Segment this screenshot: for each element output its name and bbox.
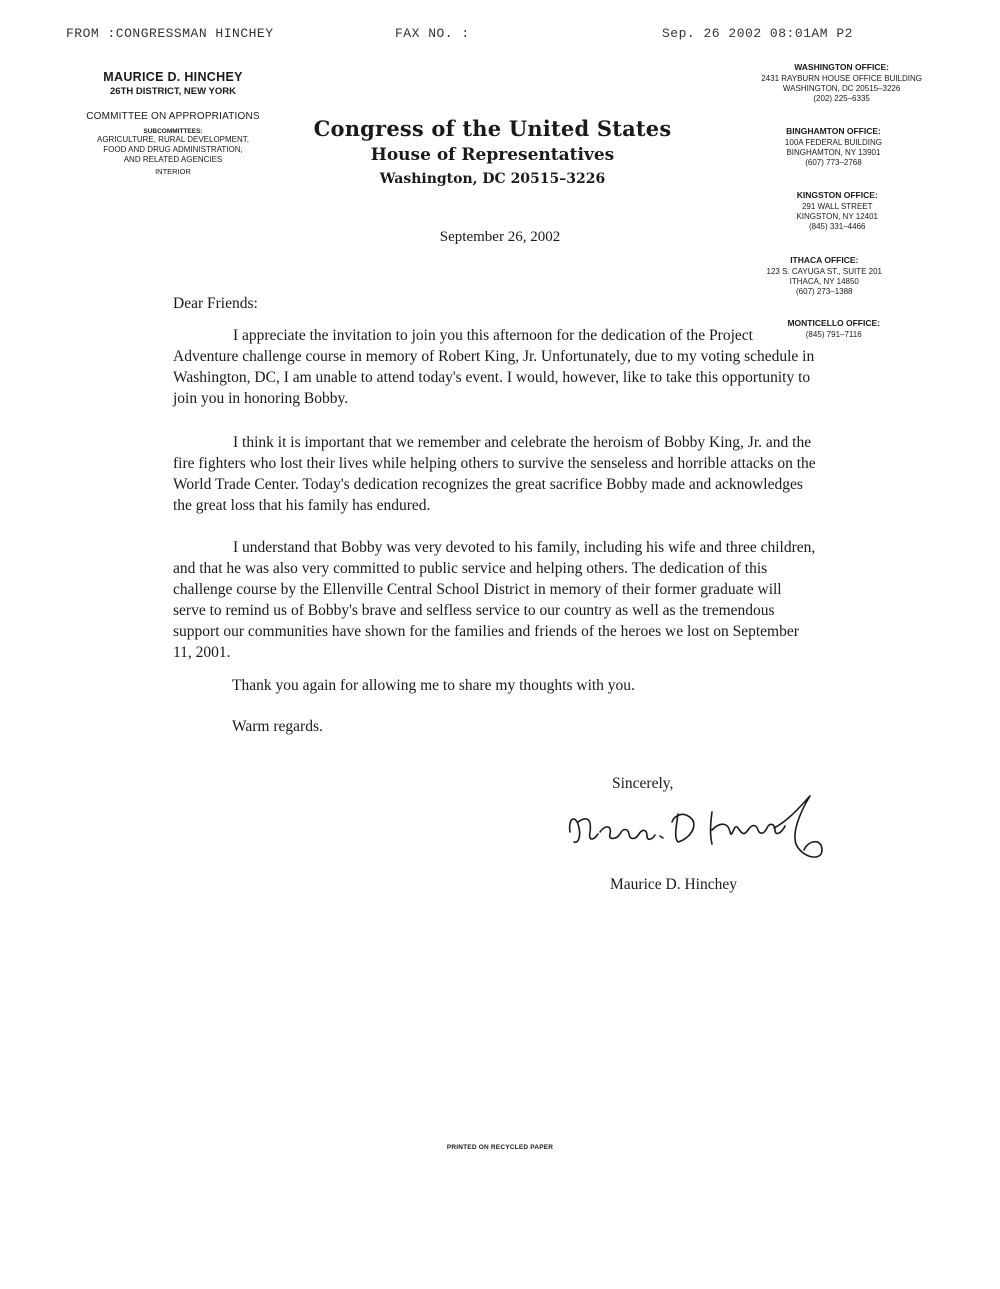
office-kingston	[796, 190, 878, 232]
office-line: 123 S. CAYUGA ST., SUITE 201	[766, 267, 882, 276]
office-line: BINGHAMTON, NY 13901	[786, 148, 881, 157]
recycled-paper-footer: PRINTED ON RECYCLED PAPER	[446, 1144, 554, 1151]
office-line: 291 WALL STREET	[801, 202, 873, 211]
subcommittee-line: AGRICULTURE, RURAL DEVELOPMENT,	[96, 135, 250, 144]
closing-line: Warm regards.	[232, 718, 323, 735]
subcommittee-interior: INTERIOR	[155, 167, 191, 176]
letter-date: September 26, 2002	[439, 229, 561, 245]
office-ithaca	[767, 255, 882, 297]
letterhead-congress: Congress of the United States	[313, 116, 672, 141]
fax-number-header: FAX NO. :	[395, 26, 470, 41]
letterhead-address: Washington, DC 20515–3226	[379, 171, 606, 187]
office-line: (845) 791–7116	[805, 330, 862, 339]
member-district: 26TH DISTRICT, NEW YORK	[110, 86, 236, 97]
letter-paragraph: I understand that Bobby was very devoted to his family, including his wife and three children, and that he was also very committed to public service and helping others. The dedication of this challenge course by the Ellenville Central School District in memory of their former graduate will serve to remind us of Bobby's brave and selfless service to our country as well as the tremendous support our communities have shown for the families and friends of the heroes we lost on September 11, 2001.	[173, 539, 816, 661]
letterhead	[300, 116, 685, 187]
letter-paragraph: I appreciate the invitation to join you this afternoon for the dedication of the Project Adventure challenge course in memory of Robert King, Jr. Unfortunately, due to my voting schedule in Washington, DC, I am unable to attend today's event. I would, however, like to take this opportunity to join you in honoring Bobby.	[173, 327, 815, 407]
office-label: MONTICELLO OFFICE:	[787, 318, 880, 328]
salutation: Dear Friends:	[173, 295, 258, 312]
office-line: (607) 273–1388	[796, 287, 853, 296]
office-line: ITHACA, NY 14850	[789, 277, 859, 286]
office-binghamton	[785, 126, 882, 168]
office-line: KINGSTON, NY 12401	[796, 212, 878, 221]
handwritten-signature	[560, 792, 860, 872]
office-line: (607) 773–2768	[805, 158, 862, 167]
subcommittees-label: SUBCOMMITTEES:	[143, 128, 203, 135]
office-line: 2431 RAYBURN HOUSE OFFICE BUILDING	[761, 74, 922, 83]
office-label: KINGSTON OFFICE:	[796, 190, 878, 200]
member-info-block	[78, 70, 268, 176]
letter-paragraph: Thank you again for allowing me to share my thoughts with you.	[232, 677, 635, 694]
letterhead-house: House of Representatives	[370, 145, 615, 165]
fax-date-page-header: Sep. 26 2002 08:01AM P2	[662, 26, 853, 41]
signer-name: Maurice D. Hinchey	[610, 876, 737, 893]
sign-off: Sincerely,	[612, 775, 674, 792]
letter-paragraph: I think it is important that we remember and celebrate the heroism of Bobby King, Jr. and the fire fighters who lost their lives while helping others to survive the senseless and horrible attacks on the World Trade Center. Today's dedication recognizes the great sacrifice Bobby made and acknowledges the great loss that his family has endured.	[173, 434, 816, 514]
office-label: ITHACA OFFICE:	[790, 255, 859, 265]
office-line: (845) 331–4466	[808, 222, 866, 231]
office-washington	[761, 62, 922, 104]
fax-sender-header: FROM :CONGRESSMAN HINCHEY	[66, 26, 274, 41]
office-line: (202) 225–6335	[813, 94, 870, 103]
office-label: WASHINGTON OFFICE:	[794, 62, 889, 72]
committee-name: COMMITTEE ON APPROPRIATIONS	[86, 111, 260, 122]
member-name: MAURICE D. HINCHEY	[103, 70, 243, 84]
subcommittee-line: AND RELATED AGENCIES	[123, 155, 223, 164]
office-line: WASHINGTON, DC 20515–3226	[782, 84, 901, 93]
subcommittee-line: FOOD AND DRUG ADMINISTRATION,	[103, 145, 243, 154]
office-label: BINGHAMTON OFFICE:	[786, 126, 881, 136]
office-line: 100A FEDERAL BUILDING	[784, 138, 882, 147]
